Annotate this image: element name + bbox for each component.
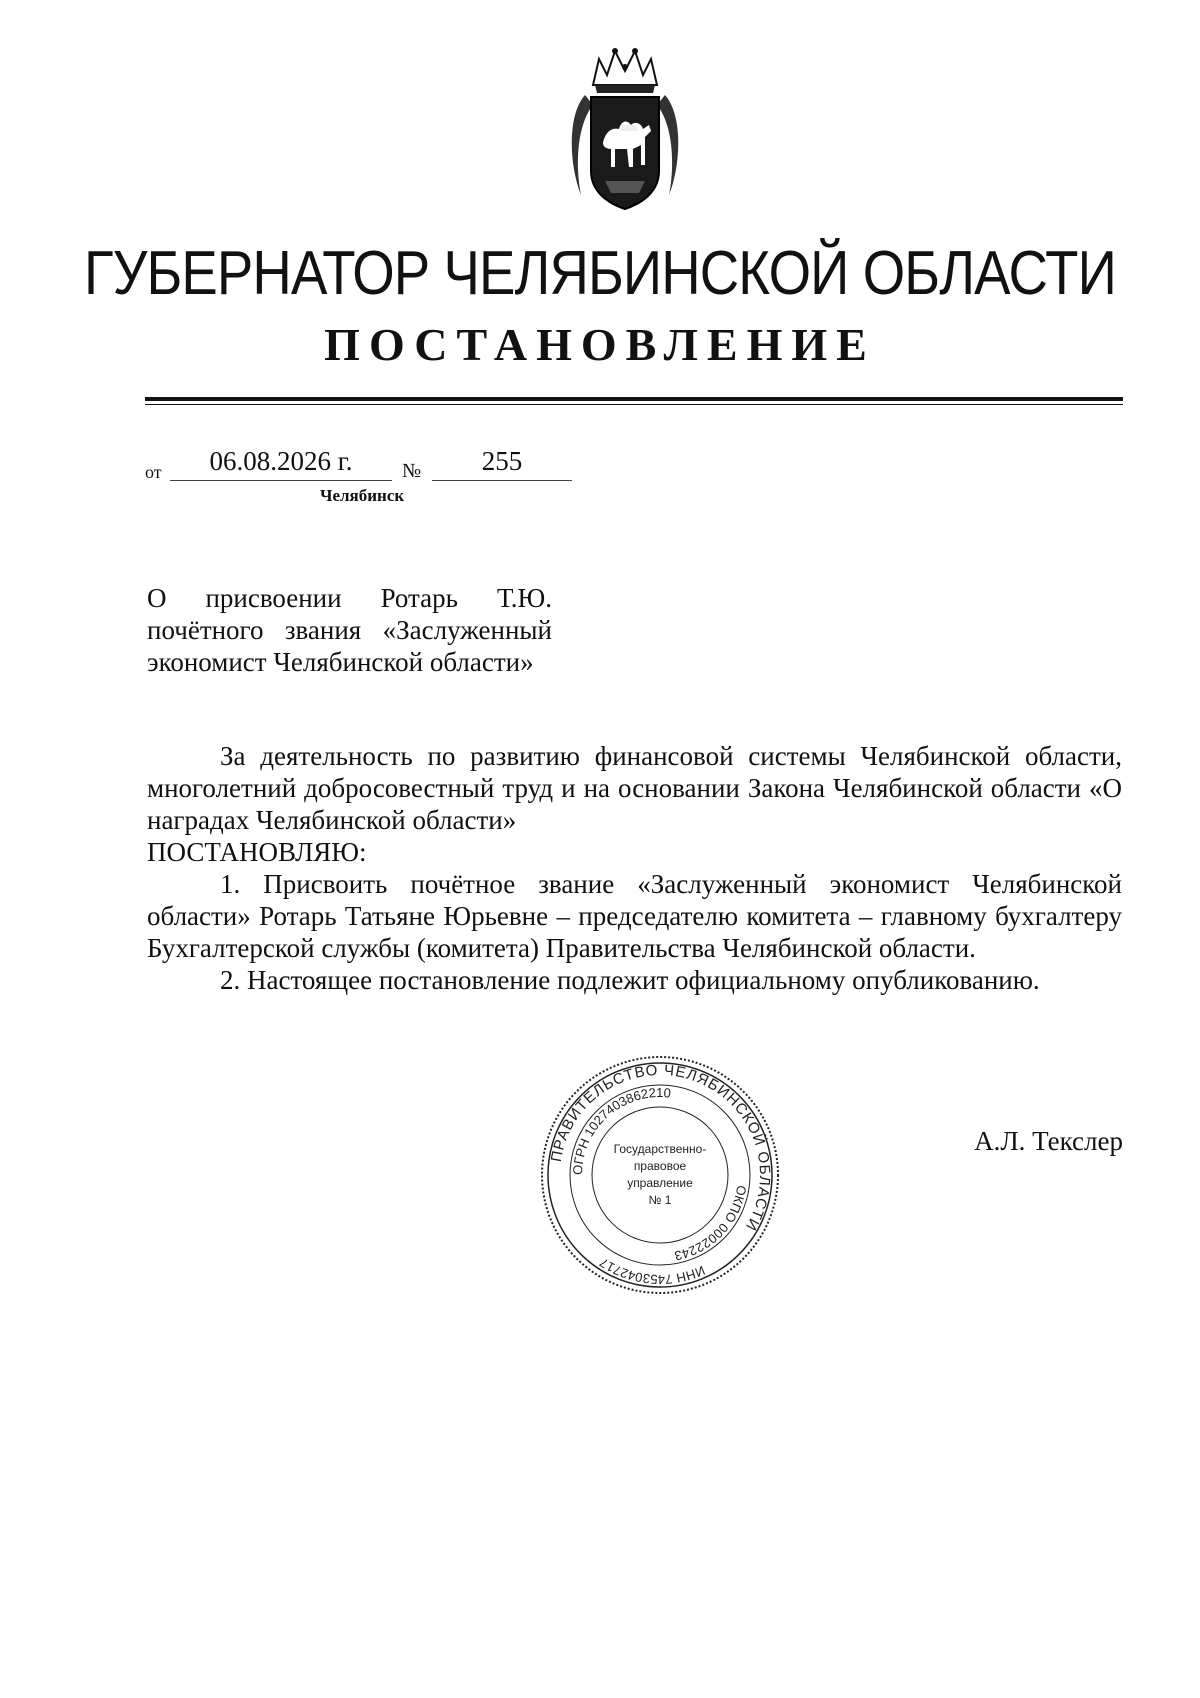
resolution-item-2: 2. Настоящее постановление подлежит официальному опубликованию. xyxy=(220,965,1040,995)
date-prefix-label: от xyxy=(145,462,162,482)
document-date: 06.08.2026 г. xyxy=(209,446,353,476)
header-divider-thick xyxy=(145,397,1123,401)
seal-ogrn-text: ОГРН 1027403862210 xyxy=(569,1084,672,1176)
date-underline xyxy=(170,480,392,481)
seal-inn-text: ИНН 7453042717 xyxy=(596,1254,708,1288)
document-subject: О присвоении Ротарь Т.Ю. почётного звания «Заслуженный экономист Челябинской области» xyxy=(147,583,552,677)
document-type-heading: ПОСТАНОВЛЕНИЕ xyxy=(324,319,876,370)
document-number: 255 xyxy=(481,446,523,476)
document-body xyxy=(147,740,1122,996)
official-seal-stamp xyxy=(535,1053,785,1298)
resolve-heading: ПОСТАНОВЛЯЮ: xyxy=(147,837,367,867)
seal-center-line-1: Государственно- xyxy=(613,1142,707,1156)
number-underline xyxy=(432,480,572,481)
seal-center-line-2: правовое xyxy=(633,1159,687,1173)
seal-center-line-3: управление xyxy=(627,1176,693,1190)
signatory-name: А.Л. Текслер xyxy=(974,1126,1123,1156)
preamble-paragraph: За деятельность по развитию финансовой системы Челябинской области, многолетний добросовестный труд и на основании Закона Челябинской области «О наградах Челябинской области» xyxy=(147,741,1122,835)
seal-center-line-4: № 1 xyxy=(648,1193,672,1207)
authority-title: ГУБЕРНАТОР ЧЕЛЯБИНСКОЙ ОБЛАСТИ xyxy=(84,239,1116,308)
resolution-item-1: 1. Присвоить почётное звание «Заслуженный экономист Челябинской области» Ротарь Татьяне Юрьевне – председателю комитета – главному бухгалтеру Бухгалтерской службы (комитета) Правительства Челябинской области. xyxy=(147,869,1122,963)
svg-text:ОКПО 00022243 xyxy=(673,1184,749,1263)
seal-okpo-text: ОКПО 00022243 xyxy=(673,1184,750,1264)
header-divider-thin xyxy=(145,404,1123,405)
coat-of-arms-emblem xyxy=(565,45,685,215)
city-label: Челябинск xyxy=(320,486,405,505)
number-prefix-label: № xyxy=(402,460,422,482)
seal-outer-text: ПРАВИТЕЛЬСТВО ЧЕЛЯБИНСКОЙ ОБЛАСТИ xyxy=(547,1061,774,1234)
